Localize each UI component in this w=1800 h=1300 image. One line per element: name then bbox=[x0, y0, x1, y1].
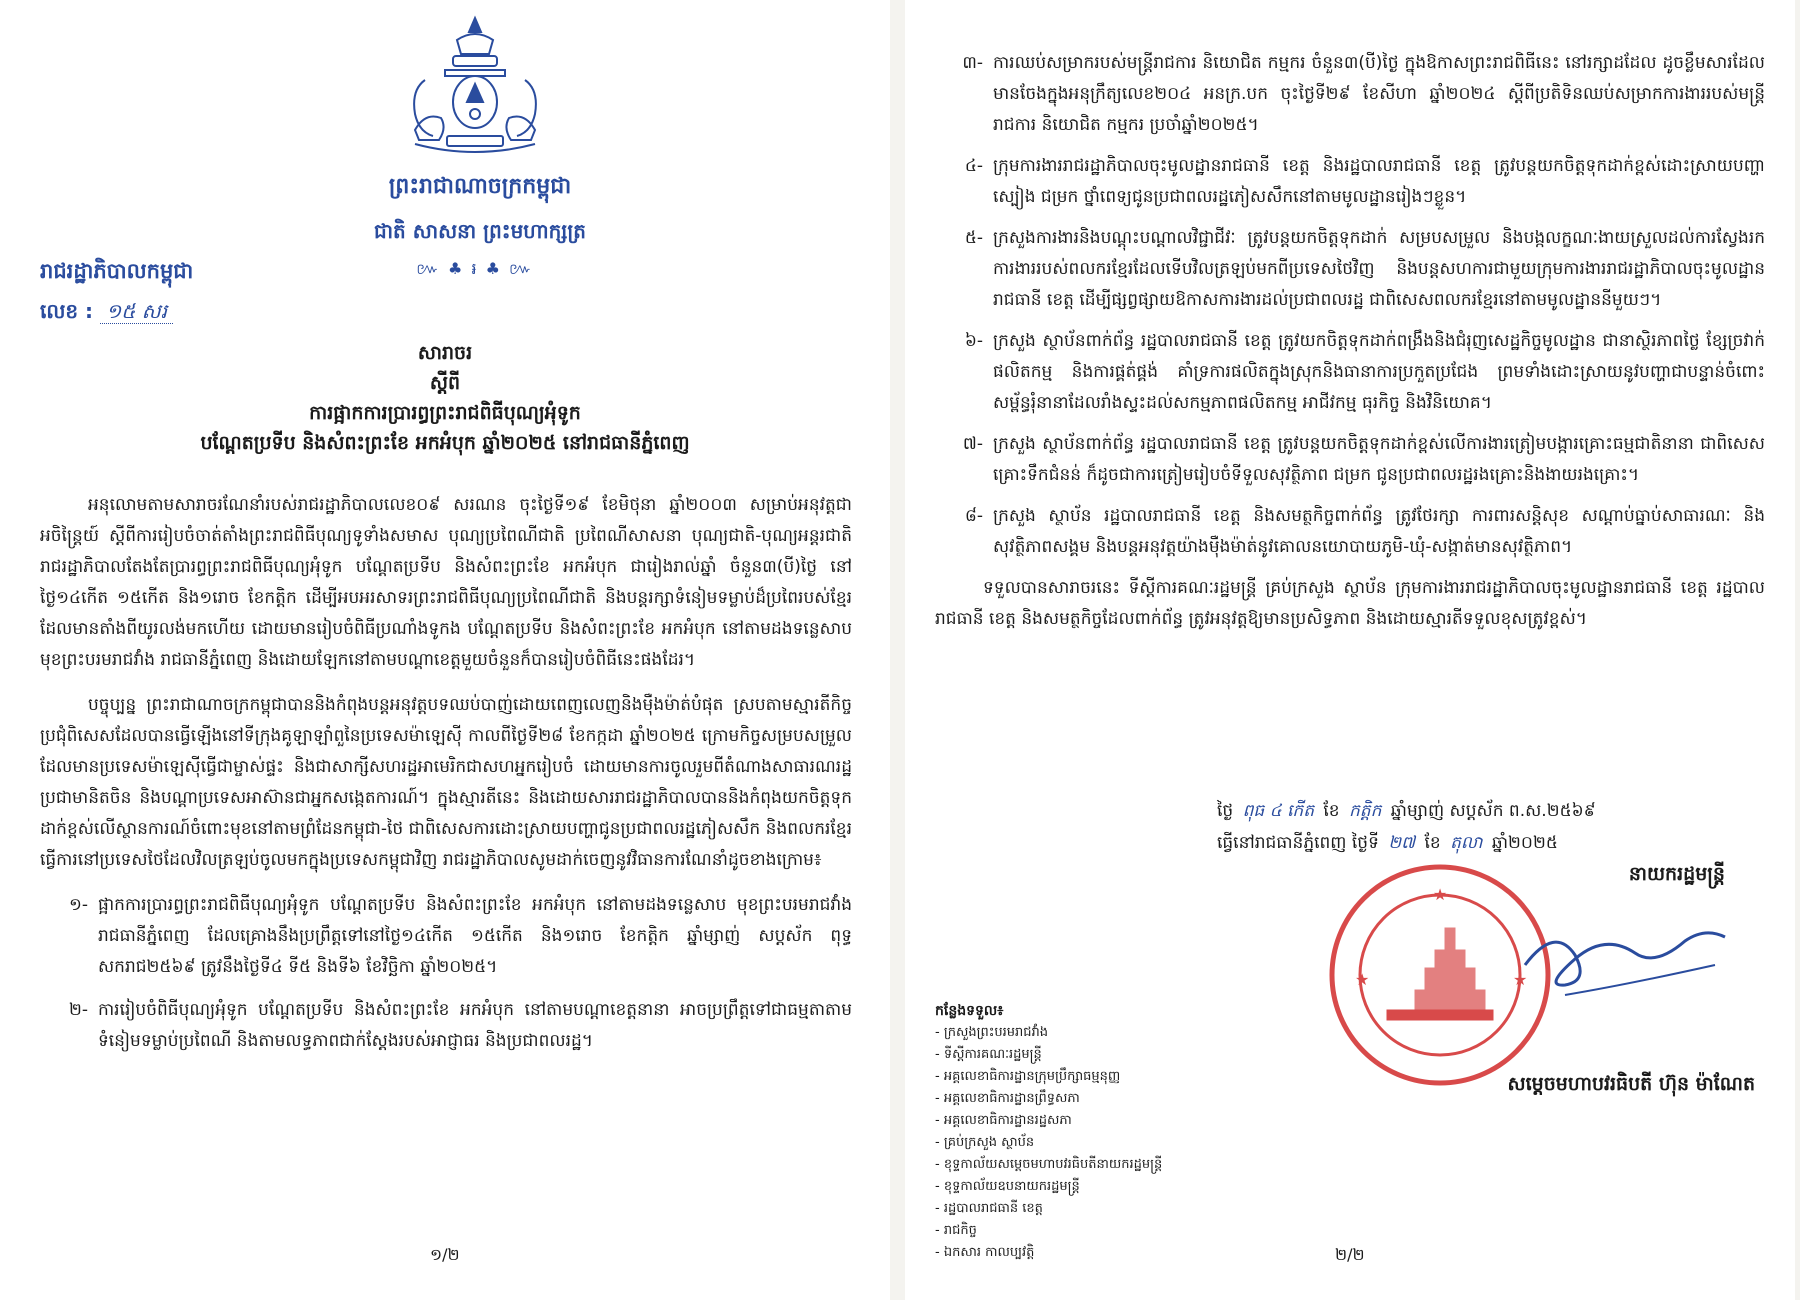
recipient-item: - រាជកិច្ច bbox=[935, 1223, 977, 1238]
recipient-item: - រដ្ឋបាលរាជធានី ខេត្ត bbox=[935, 1201, 1043, 1216]
place-day-handwritten: ២៧ bbox=[1388, 833, 1416, 853]
title-line: សារាចរ bbox=[417, 342, 473, 364]
lunar-date-prefix: ថ្ងៃ bbox=[1217, 801, 1234, 821]
recipient-item: - អគ្គលេខាធិការដ្ឋានក្រុមប្រឹក្សាធម្មនុញ្ញ bbox=[935, 1069, 1121, 1084]
item-text: ក្រុមការងាររាជរដ្ឋាភិបាលចុះមូលដ្ឋានរាជធានី ខេត្ត និងរដ្ឋបាលរាជធានី ខេត្ត ត្រូវបន្តយកចិត្តទុកដាក់ខ្ពស់ដោះស្រាយបញ្ហាស្បៀង ជម្រក ថ្នាំពេទ្យជូនប្រជាពលរដ្ឋភៀសសឹកនៅតាមមូលដ្ឋានរៀងៗខ្លួន។ bbox=[993, 156, 1765, 207]
prime-minister-title: នាយករដ្ឋមន្ត្រី bbox=[1628, 863, 1725, 885]
item-number: ៣- bbox=[962, 53, 983, 73]
place-date-prefix: ធ្វើនៅរាជធានីភ្នំពេញ ថ្ងៃទី bbox=[1217, 833, 1379, 853]
title-line: បណ្តែតប្រទីប និងសំពះព្រះខែ អកអំបុក ឆ្នាំ២០២៥ នៅរាជធានីភ្នំពេញ bbox=[200, 432, 690, 454]
item-text: ក្រសួង ស្ថាប័នពាក់ព័ន្ធ រដ្ឋបាលរាជធានី ខេត្ត ត្រូវបន្តយកចិត្តទុកដាក់ខ្ពស់លើការងារត្រៀមបង្ការគ្រោះធម្មជាតិនានា ជាពិសេសគ្រោះទឹកជំនន់ ក៏ដូចជាការត្រៀមរៀបចំទីទួលសុវត្ថិភាព ជម្រក ជូនប្រជាពលរដ្ឋរងគ្រោះនិងងាយរងគ្រោះ។ bbox=[993, 434, 1765, 485]
recipient-item: - អគ្គលេខាធិការដ្ឋានព្រឹទ្ធសភា bbox=[935, 1091, 1080, 1106]
place-year: ឆ្នាំ២០២៥ bbox=[1491, 833, 1558, 853]
list-item bbox=[935, 48, 1765, 141]
list-item bbox=[935, 151, 1765, 213]
svg-text:★: ★ bbox=[1432, 885, 1448, 904]
document-page-1 bbox=[0, 0, 890, 1300]
closing-paragraph: ទទួលបានសារាចរនេះ ទីស្តីការគណៈរដ្ឋមន្ត្រី គ្រប់ក្រសួង ស្ថាប័ន ក្រុមការងាររាជរដ្ឋាភិបាលចុះមូលដ្ឋានរាជធានី ខេត្ត រដ្ឋបាលរាជធានី ខេត្ត និងសមត្ថកិច្ចដែលពាក់ព័ន្ធ ត្រូវអនុវត្តឱ្យមានប្រសិទ្ធភាព និងដោយស្មារតីទទួលខុសត្រូវខ្ពស់។ bbox=[935, 578, 1765, 629]
recipient-item: - ក្រសួងព្រះបរមរាជវាំង bbox=[935, 1025, 1049, 1040]
ornament-divider: ៚ ♣ ៛ ♣ ៚ bbox=[416, 259, 534, 278]
reference-value: ១៥ សរ bbox=[100, 299, 173, 324]
document-page-2 bbox=[905, 0, 1795, 1300]
item-text: ការរៀបចំពិធីបុណ្យអុំទូក បណ្តែតប្រទីប និងសំពះព្រះខែ អកអំបុក នៅតាមបណ្តាខេត្តនានា អាចប្រព្រឹត្តទៅជាធម្មតាតាមទំនៀមទម្លាប់ប្រពៃណី និងតាមលទ្ធភាពជាក់ស្តែងរបស់អាជ្ញាធរ និងប្រជាពលរដ្ឋ។ bbox=[98, 1000, 852, 1051]
lunar-day-handwritten: ពុធ ៤ កើត bbox=[1242, 801, 1314, 821]
list-item bbox=[935, 326, 1765, 419]
date-block bbox=[1217, 795, 1757, 859]
item-text: ក្រសួង ស្ថាប័ន រដ្ឋបាលរាជធានី ខេត្ត និងសមត្ថកិច្ចពាក់ព័ន្ធ ត្រូវថែរក្សា ការពារសន្តិសុខ សណ្តាប់ធ្នាប់សាធារណៈ និងសុវត្ថិភាពសង្គម និងបន្តអនុវត្តយ៉ាងម៉ឺងម៉ាត់នូវគោលនយោបាយភូមិ-ឃុំ-សង្កាត់មានសុវត្ថិភាព។ bbox=[993, 506, 1765, 557]
place-date bbox=[1217, 827, 1757, 859]
lunar-date bbox=[1217, 795, 1757, 827]
list-item bbox=[40, 995, 852, 1057]
lunar-year: ឆ្នាំម្សាញ់ សប្តស័ក ព.ស.២៥៦៩ bbox=[1390, 801, 1596, 821]
recipient-item: - អគ្គលេខាធិការដ្ឋានរដ្ឋសភា bbox=[935, 1113, 1072, 1128]
item-number: ៥- bbox=[964, 228, 983, 248]
page-number: ១/២ bbox=[430, 1245, 460, 1264]
signer-name: សម្តេចមហាបវរធិបតី ហ៊ុន ម៉ាណែត bbox=[1507, 1073, 1755, 1095]
issuer-name: រាជរដ្ឋាភិបាលកម្ពុជា bbox=[40, 259, 194, 283]
royal-coat-of-arms-icon bbox=[385, 10, 565, 160]
reference-label: លេខ : bbox=[40, 299, 94, 323]
recipient-heading: កន្លែងទទួល៖ bbox=[935, 1003, 1004, 1019]
recipient-item: - ឯកសារ កាលប្បវត្តិ bbox=[935, 1245, 1035, 1260]
item-number: ៤- bbox=[964, 156, 983, 176]
recipient-list bbox=[935, 1000, 1162, 1264]
place-month-label: ខែ bbox=[1424, 833, 1441, 853]
paragraph: បច្ចុប្បន្ន ព្រះរាជាណាចក្រកម្ពុជាបាននិងកំពុងបន្តអនុវត្តបទឈប់បាញ់ដោយពេញលេញនិងម៉ឺងម៉ាត់បំផុត ស្របតាមស្មារតីកិច្ចប្រជុំពិសេសដែលបានធ្វើឡើងនៅទីក្រុងគូឡាឡាំពួនៃប្រទេសម៉ាឡេស៊ី កាលពីថ្ងៃទី២៨ ខែកក្កដា ឆ្នាំ២០២៥ ក្រោមកិច្ចសម្របសម្រួលដែលមានប្រទេសម៉ាឡេស៊ីធ្វើជាម្ចាស់ផ្ទះ និងជាសាក្សីសហរដ្ឋអាមេរិកជាសហអ្នករៀបចំ ដោយមានការចូលរួមពីតំណាងសាធារណរដ្ឋប្រជាមានិតចិន និងបណ្តាប្រទេសអាស៊ានជាអ្នកសង្កេតការណ៍។ ក្នុងស្មារតីនេះ និងដោយសាររាជរដ្ឋាភិបាលបាននិងកំពុងយកចិត្តទុកដាក់ខ្ពស់លើស្ថានការណ៍ចំពោះមុខនៅតាមព្រំដែនកម្ពុជា-ថៃ ជាពិសេសការដោះស្រាយបញ្ហាជូនប្រជាពលរដ្ឋភៀសសឹក និងពលករខ្មែរធ្វើការនៅប្រទេសថៃដែលវិលត្រឡប់ចូលមកក្នុងប្រទេសកម្ពុជាវិញ រាជរដ្ឋាភិបាលសូមដាក់ចេញនូវវិធានការណែនាំដូចខាងក្រោម៖ bbox=[40, 695, 852, 870]
item-number: ១- bbox=[68, 895, 88, 915]
page-number: ២/២ bbox=[1335, 1245, 1365, 1264]
item-number: ២- bbox=[68, 1000, 88, 1020]
lunar-month-handwritten: កត្តិក bbox=[1349, 801, 1382, 821]
document-title bbox=[40, 338, 850, 458]
handwritten-signature-icon bbox=[1505, 895, 1755, 1015]
item-text: ផ្អាកការប្រារព្ធព្រះរាជពិធីបុណ្យអុំទូក បណ្តែតប្រទីប និងសំពះព្រះខែ អកអំបុក នៅតាមដងទន្លេសាប មុខព្រះបរមរាជវាំង រាជធានីភ្នំពេញ ដែលគ្រោងនឹងប្រព្រឹត្តទៅនៅថ្ងៃ១៤កើត ១៥កើត និង១រោច ខែកត្តិក ឆ្នាំម្សាញ់ សប្តស័ក ពុទ្ធសករាជ២៥៦៩ ត្រូវនឹងថ្ងៃទី៤ ទី៥ និងទី៦ ខែវិច្ឆិកា ឆ្នាំ២០២៥។ bbox=[98, 895, 852, 977]
item-number: ៦- bbox=[964, 331, 983, 351]
item-text: ការឈប់សម្រាករបស់មន្ត្រីរាជការ និយោជិត កម្មករ ចំនួន៣(បី)ថ្ងៃ ក្នុងឱកាសព្រះរាជពិធីនេះ នៅរក្សាដដែល ដូចខ្លឹមសារដែលមានចែងក្នុងអនុក្រឹត្យលេខ២០៤ អនក្រ.បក ចុះថ្ងៃទី២៩ ខែសីហា ឆ្នាំ២០២៤ ស្តីពីប្រតិទិនឈប់សម្រាកការងាររបស់មន្ត្រីរាជការ និយោជិត កម្មករ ប្រចាំឆ្នាំ២០២៥។ bbox=[993, 53, 1765, 135]
body-text bbox=[935, 48, 1765, 635]
list-item bbox=[935, 429, 1765, 491]
place-month-handwritten: តុលា bbox=[1450, 833, 1483, 853]
recipient-item: - ខុទ្ទកាល័យឧបនាយករដ្ឋមន្ត្រី bbox=[935, 1179, 1080, 1194]
list-item bbox=[935, 501, 1765, 563]
list-item bbox=[935, 223, 1765, 316]
paragraph: អនុលោមតាមសារាចរណែនាំរបស់រាជរដ្ឋាភិបាលលេខ០៩ សរណន ចុះថ្ងៃទី១៩ ខែមិថុនា ឆ្នាំ២០០៣ សម្រាប់អនុវត្តជាអចិន្ត្រៃយ៍ ស្តីពីការរៀបចំចាត់តាំងព្រះរាជពិធីបុណ្យទូទាំងសមាស បុណ្យប្រពៃណីជាតិ ប្រពៃណីសាសនា បុណ្យជាតិ-បុណ្យអន្តរជាតិ រាជរដ្ឋាភិបាលតែងតែប្រារព្ធព្រះរាជពិធីបុណ្យអុំទូក បណ្តែតប្រទីប និងសំពះព្រះខែ អកអំបុក ជារៀងរាល់ឆ្នាំ ចំនួន៣(បី)ថ្ងៃ នៅថ្ងៃ១៤កើត ១៥កើត និង១រោច ខែកត្តិក ដើម្បីអបអរសាទរព្រះរាជពិធីបុណ្យប្រពៃណីជាតិ និងបន្តរក្សាទំនៀមទម្លាប់ដ៏ប្រពៃរបស់ខ្មែរដែលមានតាំងពីយូរលង់មកហើយ ដោយមានរៀបចំពិធីប្រណាំងទូកង បណ្តែតប្រទីប និងសំពះព្រះខែ អកអំបុក នៅតាមដងទន្លេសាប មុខព្រះបរមរាជវាំង រាជធានីភ្នំពេញ និងដោយឡែកនៅតាមបណ្តាខេត្តមួយចំនួនក៏បានរៀបចំពិធីនេះផងដែរ។ bbox=[40, 495, 852, 670]
title-line: ការផ្អាកការប្រារព្ធព្រះរាជពិធីបុណ្យអុំទូក bbox=[309, 402, 581, 424]
national-motto: ជាតិ សាសនា ព្រះមហាក្សត្រ bbox=[374, 219, 586, 243]
lunar-month-label: ខែ bbox=[1323, 801, 1340, 821]
recipient-item: - ខុទ្ទកាល័យសម្តេចមហាបវរធិបតីនាយករដ្ឋមន្ត្រី bbox=[935, 1157, 1163, 1172]
item-number: ៧- bbox=[962, 434, 983, 454]
list-item bbox=[40, 890, 852, 983]
svg-text:★: ★ bbox=[1355, 970, 1370, 989]
reference-number bbox=[40, 298, 173, 328]
title-line: ស្តីពី bbox=[429, 372, 461, 394]
item-text: ក្រសួងការងារនិងបណ្តុះបណ្តាលវិជ្ជាជីវៈ ត្រូវបន្តយកចិត្តទុកដាក់ សម្របសម្រួល និងបង្កលក្ខណៈងាយស្រួលដល់ការស្វែងរកការងាររបស់ពលករខ្មែរដែលទើបវិលត្រឡប់មកពីប្រទេសថៃវិញ និងបន្តសហការជាមួយក្រុមការងាររាជរដ្ឋាភិបាលចុះមូលដ្ឋានរាជធានី ខេត្ត ដើម្បីផ្សព្វផ្សាយឱកាសការងារដល់ប្រជាពលរដ្ឋ ជាពិសេសពលករខ្មែរនៅតាមមូលដ្ឋាននីមួយៗ។ bbox=[993, 228, 1765, 310]
kingdom-title: ព្រះរាជាណាចក្រកម្ពុជា bbox=[388, 174, 572, 199]
item-number: ៨- bbox=[964, 506, 983, 526]
svg-text:★: ★ bbox=[1513, 970, 1528, 989]
body-text bbox=[40, 490, 852, 1069]
recipient-item: - គ្រប់ក្រសួង ស្ថាប័ន bbox=[935, 1135, 1035, 1150]
recipient-item: - ទីស្តីការគណៈរដ្ឋមន្ត្រី bbox=[935, 1047, 1042, 1062]
recipients bbox=[935, 1022, 1162, 1264]
item-text: ក្រសួង ស្ថាប័នពាក់ព័ន្ធ រដ្ឋបាលរាជធានី ខេត្ត ត្រូវយកចិត្តទុកដាក់ពង្រឹងនិងជំរុញសេដ្ឋកិច្ចមូលដ្ឋាន ជានាស្ថិរភាពថ្លៃ ខ្សែច្រវាក់ផលិតកម្ម និងការផ្គត់ផ្គង់ គាំទ្រការផលិតក្នុងស្រុកនិងធានាការប្រកួតប្រជែង ព្រមទាំងដោះស្រាយនូវបញ្ហាជាបន្ទាន់ចំពោះសម្ព័ន្ធរុំនានាដែលរាំងស្ទះដល់សកម្មភាពផលិតកម្ម អាជីវកម្ម ធុរកិច្ច និងវិនិយោគ។ bbox=[993, 331, 1765, 413]
